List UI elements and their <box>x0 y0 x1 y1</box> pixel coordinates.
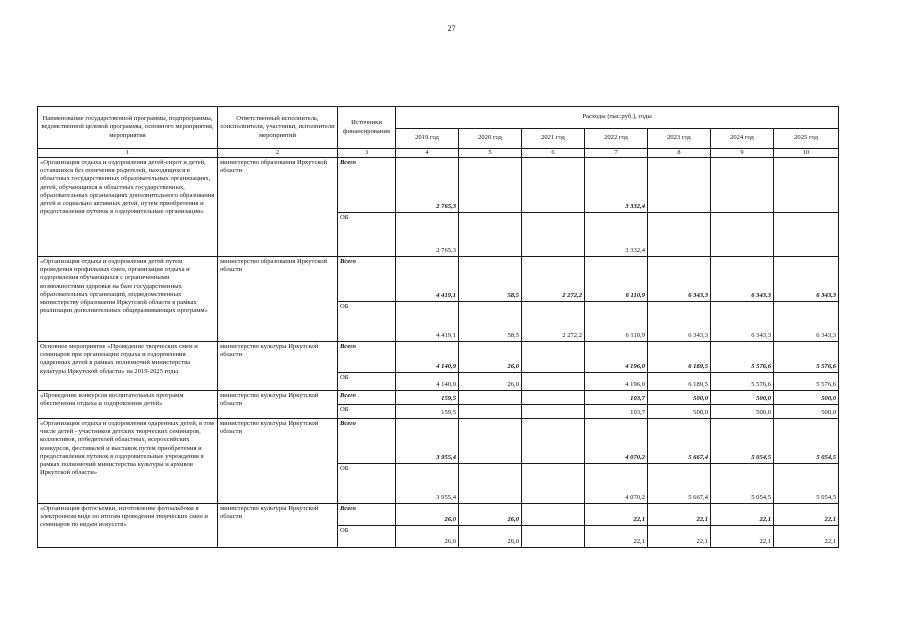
total-value: 3 332,4 <box>585 158 648 213</box>
ob-value: 26,0 <box>459 373 522 391</box>
ob-value: 159,5 <box>396 405 459 419</box>
program-name: Основное мероприятие «Проведение творческих смен и семинаров при организации отдыха и оздоровления одаренных детей в рамках полномочий министерства культуры Иркутской области» на 2019-2025 годы <box>38 342 218 391</box>
total-value: 6 343,3 <box>648 257 711 302</box>
source-total: Всего <box>338 158 396 213</box>
total-value: 103,7 <box>585 391 648 405</box>
ob-value: 5 054,5 <box>711 464 774 504</box>
ob-value: 22,1 <box>774 526 839 548</box>
program-row-total <box>38 419 839 464</box>
total-value <box>522 419 585 464</box>
expenses-table <box>37 106 839 548</box>
header-year: 2023 год <box>648 129 711 149</box>
executor: министерство культуры Иркутской области <box>218 391 338 419</box>
ob-value: 6 110,9 <box>585 302 648 342</box>
ob-value: 5 576,6 <box>774 373 839 391</box>
total-value: 6 110,9 <box>585 257 648 302</box>
ob-value: 500,0 <box>648 405 711 419</box>
ob-value: 2 765,3 <box>396 213 459 257</box>
header-source: Источники финансирования <box>338 107 396 149</box>
total-value <box>522 158 585 213</box>
ob-value: 3 332,4 <box>585 213 648 257</box>
header-name: Наименование государственной программы, подпрограммы, ведомственной целевой программы, основного мероприятия, мероприятия <box>38 107 218 149</box>
column-number: 4 <box>396 149 459 158</box>
source-total: Всего <box>338 419 396 464</box>
total-value <box>459 391 522 405</box>
header-year: 2025 год <box>774 129 839 149</box>
executor: министерство культуры Иркутской области <box>218 419 338 504</box>
ob-value: 5 054,5 <box>774 464 839 504</box>
ob-value: 22,1 <box>585 526 648 548</box>
program-row-total <box>38 158 839 213</box>
total-value: 3 955,4 <box>396 419 459 464</box>
ob-value: 4 140,9 <box>396 373 459 391</box>
total-value <box>459 419 522 464</box>
program-name: «Проведение конкурсов воспитательных программ обеспечения отдыха и оздоровления детей» <box>38 391 218 419</box>
ob-value: 3 955,4 <box>396 464 459 504</box>
ob-value: 6 189,5 <box>648 373 711 391</box>
source-total: Всего <box>338 504 396 526</box>
ob-value <box>648 213 711 257</box>
program-row-total <box>38 391 839 405</box>
total-value: 500,0 <box>648 391 711 405</box>
ob-value: 500,0 <box>774 405 839 419</box>
header-expenses: Расходы (тыс.руб.), годы <box>396 107 839 129</box>
ob-value: 22,1 <box>648 526 711 548</box>
ob-value: 4 070,2 <box>585 464 648 504</box>
program-name: «Организация отдыха и оздоровления детей-сирот и детей, оставшихся без попечения родителей, находящихся в областных государственных образовательных организациях, детей, обучающихся в областных государственных, образовательных организациях дополнительного образования детей и социально активных детей, путем приобретения и предоставления путевок в оздоровительные организации» <box>38 158 218 257</box>
executor: министерство культуры Иркутской области <box>218 342 338 391</box>
total-value: 6 343,3 <box>711 257 774 302</box>
total-value: 159,5 <box>396 391 459 405</box>
program-row-total <box>38 504 839 526</box>
total-value <box>522 391 585 405</box>
ob-value: 103,7 <box>585 405 648 419</box>
total-value: 22,1 <box>711 504 774 526</box>
column-number: 2 <box>218 149 338 158</box>
ob-value <box>522 405 585 419</box>
header-year: 2022 год <box>585 129 648 149</box>
executor: министерство образования Иркутской области <box>218 158 338 257</box>
total-value: 2 272,2 <box>522 257 585 302</box>
ob-value: 4 196,0 <box>585 373 648 391</box>
source-ob: ОБ <box>338 213 396 257</box>
total-value: 4 140,9 <box>396 342 459 373</box>
ob-value: 6 343,3 <box>774 302 839 342</box>
ob-value: 58,5 <box>459 302 522 342</box>
source-total: Всего <box>338 342 396 373</box>
header-year: 2021 год <box>522 129 585 149</box>
source-total: Всего <box>338 391 396 405</box>
executor: министерство культуры Иркутской области <box>218 504 338 548</box>
ob-value: 2 272,2 <box>522 302 585 342</box>
page-number: 27 <box>447 24 456 33</box>
ob-value <box>711 213 774 257</box>
header-year: 2020 год <box>459 129 522 149</box>
total-value: 5 576,6 <box>711 342 774 373</box>
source-ob: ОБ <box>338 373 396 391</box>
ob-value <box>522 526 585 548</box>
ob-value: 6 343,3 <box>711 302 774 342</box>
total-value <box>648 158 711 213</box>
total-value: 26,0 <box>396 504 459 526</box>
ob-value: 5 667,4 <box>648 464 711 504</box>
total-value: 22,1 <box>585 504 648 526</box>
ob-value <box>774 213 839 257</box>
ob-value <box>522 464 585 504</box>
total-value <box>459 158 522 213</box>
total-value: 4 419,1 <box>396 257 459 302</box>
total-value <box>774 158 839 213</box>
ob-value <box>459 405 522 419</box>
column-number: 1 <box>38 149 218 158</box>
total-value: 22,1 <box>648 504 711 526</box>
ob-value <box>459 213 522 257</box>
total-value: 58,5 <box>459 257 522 302</box>
total-value: 5 576,6 <box>774 342 839 373</box>
source-ob: ОБ <box>338 526 396 548</box>
total-value: 5 667,4 <box>648 419 711 464</box>
source-ob: ОБ <box>338 464 396 504</box>
total-value: 4 070,2 <box>585 419 648 464</box>
column-number: 7 <box>585 149 648 158</box>
total-value: 6 343,3 <box>774 257 839 302</box>
ob-value: 6 343,3 <box>648 302 711 342</box>
ob-value: 500,0 <box>711 405 774 419</box>
total-value <box>522 342 585 373</box>
total-value: 4 196,0 <box>585 342 648 373</box>
header-year: 2024 год <box>711 129 774 149</box>
program-name: «Организация фотосъемки, изготовление фотоальбома в электронном виде по итогам проведения творческих смен и семинаров по видам искусств» <box>38 504 218 548</box>
total-value: 6 189,5 <box>648 342 711 373</box>
executor: министерство образования Иркутской области <box>218 257 338 342</box>
total-value: 5 054,5 <box>711 419 774 464</box>
ob-value: 26,0 <box>396 526 459 548</box>
total-value: 26,0 <box>459 342 522 373</box>
total-value <box>711 158 774 213</box>
total-value: 22,1 <box>774 504 839 526</box>
ob-value: 26,0 <box>459 526 522 548</box>
total-value: 500,0 <box>774 391 839 405</box>
ob-value: 4 419,1 <box>396 302 459 342</box>
ob-value <box>522 213 585 257</box>
column-number-row <box>38 149 839 158</box>
ob-value <box>459 464 522 504</box>
program-name: «Организация отдыха и оздоровления одаренных детей, в том числе детей - участников детских творческих семинаров, коллективов, победителей областных, всероссийских конкурсов, фестивалей и выставок путем приобретения и предоставления путевок в оздоровительные учреждения в рамках полномочий министерства культуры и архивов Иркутской области» <box>38 419 218 504</box>
column-number: 8 <box>648 149 711 158</box>
source-ob: ОБ <box>338 302 396 342</box>
ob-value <box>522 373 585 391</box>
column-number: 6 <box>522 149 585 158</box>
program-row-total <box>38 342 839 373</box>
column-number: 10 <box>774 149 839 158</box>
total-value <box>522 504 585 526</box>
total-value: 2 765,3 <box>396 158 459 213</box>
program-row-total <box>38 257 839 302</box>
source-ob: ОБ <box>338 405 396 419</box>
total-value: 5 054,5 <box>774 419 839 464</box>
total-value: 500,0 <box>711 391 774 405</box>
source-total: Всего <box>338 257 396 302</box>
column-number: 5 <box>459 149 522 158</box>
column-number: 9 <box>711 149 774 158</box>
total-value: 26,0 <box>459 504 522 526</box>
header-year: 2019 год <box>396 129 459 149</box>
column-number: 3 <box>338 149 396 158</box>
program-name: «Организация отдыха и оздоровления детей путем проведения профильных смен, организация отдыха и оздоровления обучающихся с ограниченными возможностями здоровья на базе государственных образовательных организаций, подведомственных министерству образования Иркутской области в рамках реализации дополнительных общеразвивающих программ» <box>38 257 218 342</box>
header-executor: Ответственный исполнитель, соисполнители, участники, исполнители мероприятий <box>218 107 338 149</box>
ob-value: 22,1 <box>711 526 774 548</box>
ob-value: 5 576,6 <box>711 373 774 391</box>
